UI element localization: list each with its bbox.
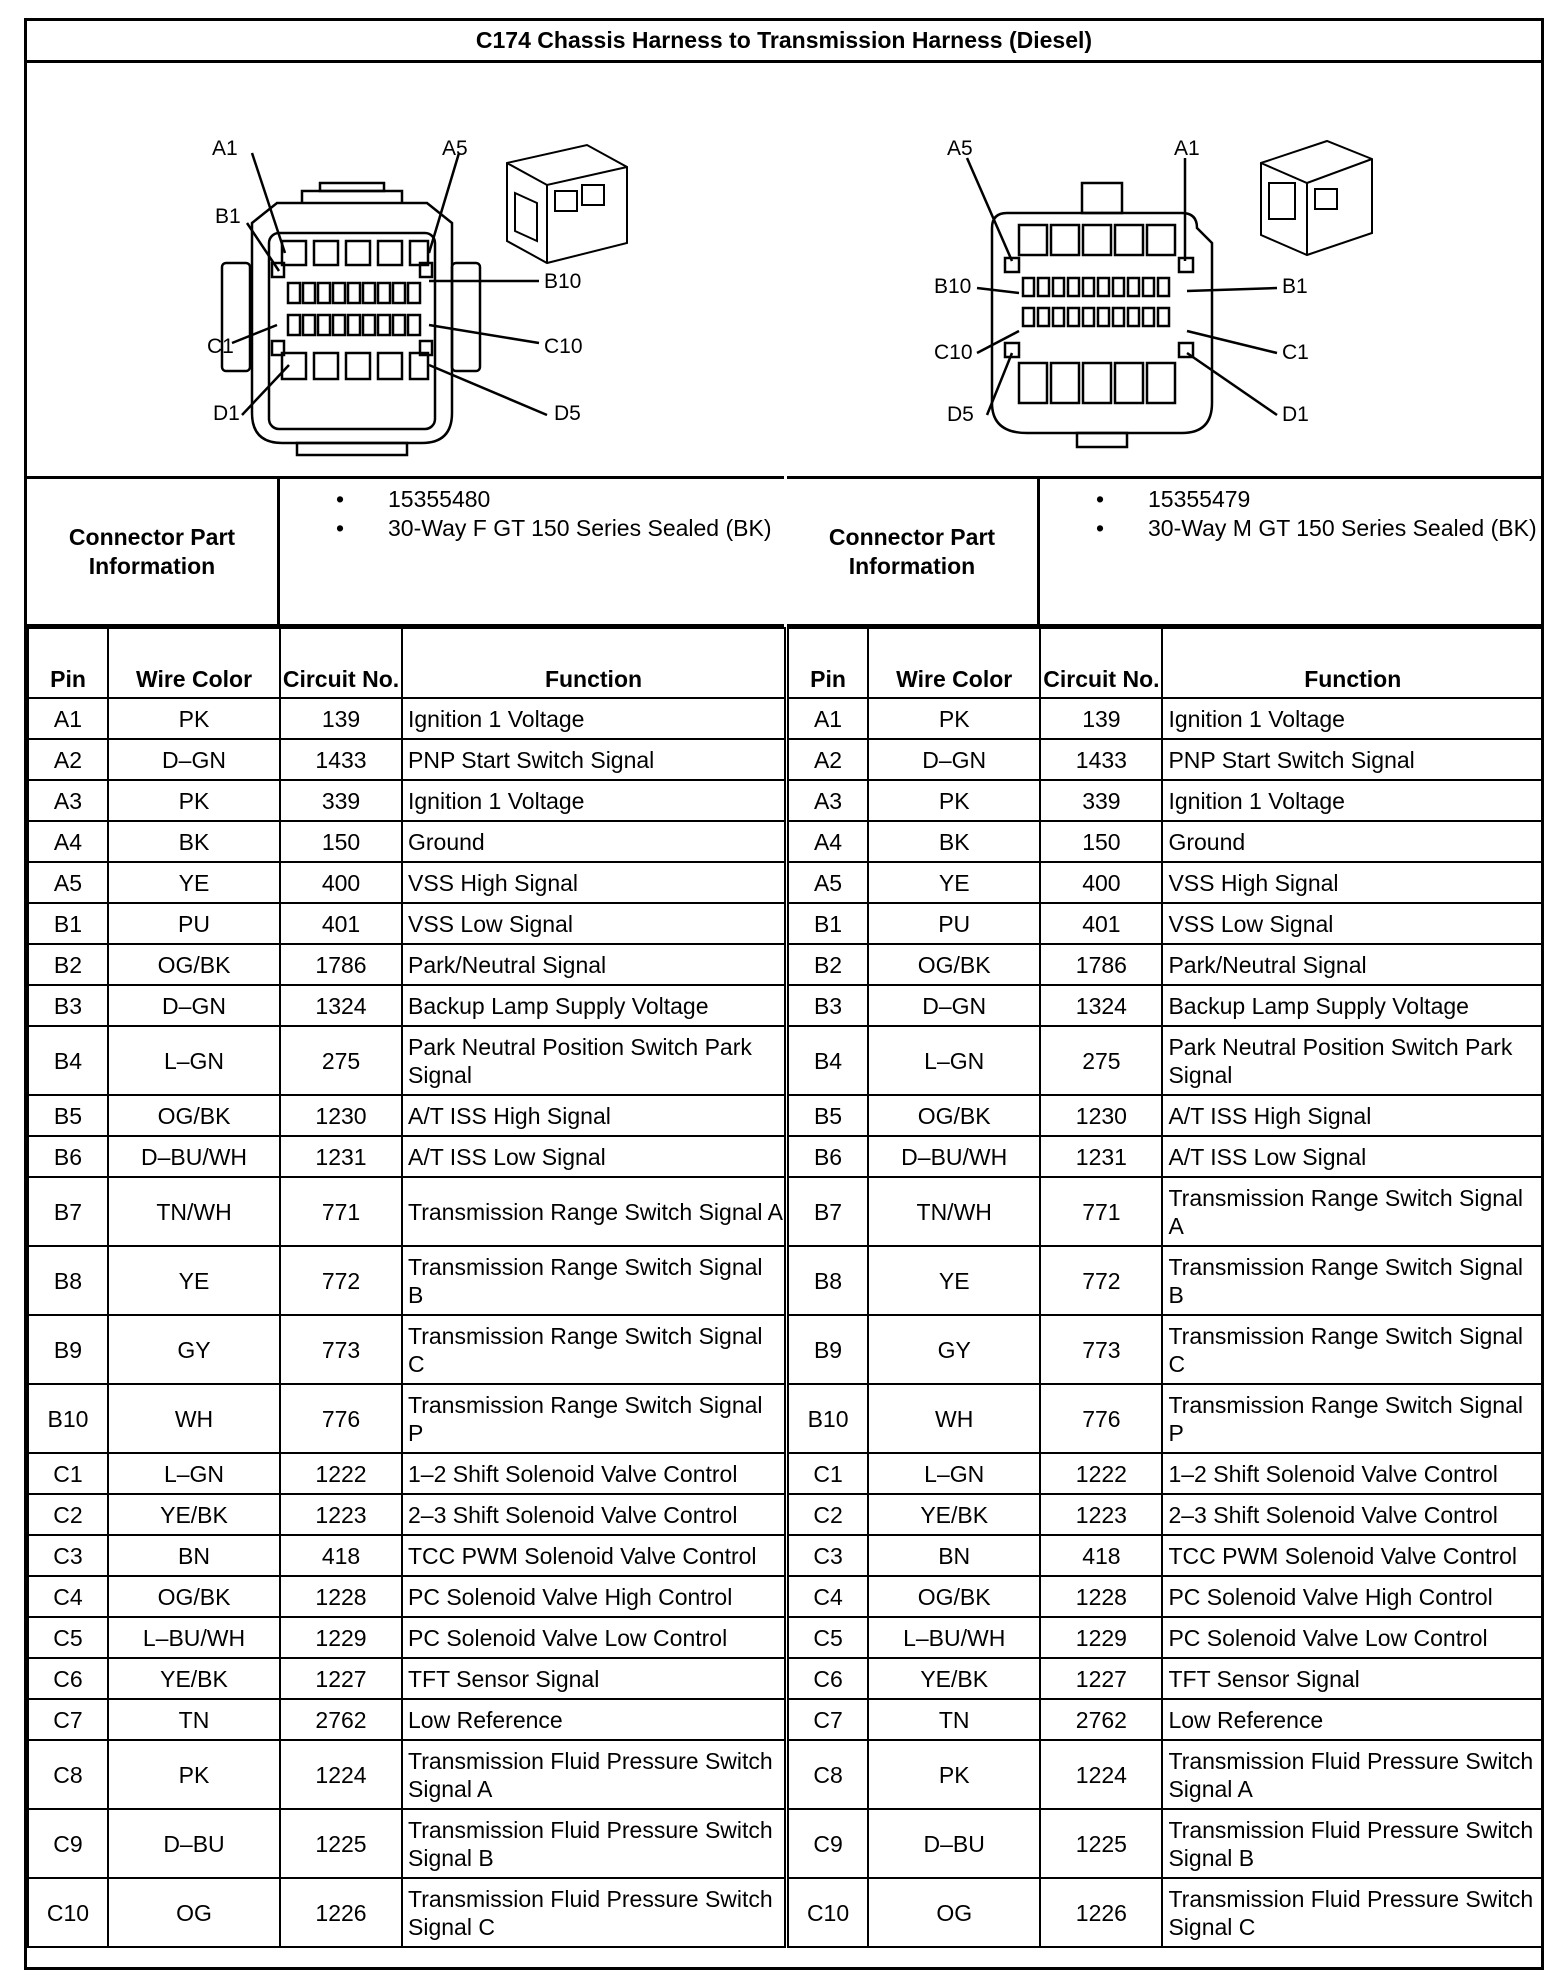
pin-cell: B10 [788,1384,868,1453]
function-cell: Ignition 1 Voltage [1162,698,1543,739]
table-row [788,1136,1543,1177]
wire-color-cell: D–GN [108,985,280,1026]
function-cell: VSS Low Signal [402,903,785,944]
pin-cell: B5 [788,1095,868,1136]
table-row [788,1177,1543,1246]
circuit-cell: 771 [280,1177,402,1246]
circuit-cell: 2762 [280,1699,402,1740]
table-row [788,1026,1543,1095]
pinout-rows [788,698,1543,1947]
pin-cell: B2 [28,944,108,985]
function-cell: Park/Neutral Signal [402,944,785,985]
wire-color-cell: OG/BK [108,944,280,985]
function-cell: 2–3 Shift Solenoid Valve Control [1162,1494,1543,1535]
pin-cell: B7 [788,1177,868,1246]
function-cell: Park/Neutral Signal [1162,944,1543,985]
circuit-cell: 339 [280,780,402,821]
circuit-cell: 1228 [1040,1576,1162,1617]
pin-cell: A4 [28,821,108,862]
table-row [788,944,1543,985]
wire-color-cell: OG/BK [868,944,1040,985]
function-cell: Ignition 1 Voltage [402,698,785,739]
table-row [28,1617,785,1658]
header-circuit: Circuit No. [1040,628,1162,698]
pin-cell: A3 [788,780,868,821]
header-function: Function [402,628,785,698]
function-cell: PC Solenoid Valve Low Control [402,1617,785,1658]
pin-cell: C5 [788,1617,868,1658]
pin-cell: B3 [28,985,108,1026]
function-cell: Transmission Fluid Pressure Switch Signal B [402,1809,785,1878]
male-connector-face-drawing [787,63,1541,479]
pin-cell: B4 [28,1026,108,1095]
table-row [788,1315,1543,1384]
wire-color-cell: L–BU/WH [868,1617,1040,1658]
table-row [28,944,785,985]
pin-cell: C7 [28,1699,108,1740]
pin-cell: A5 [788,862,868,903]
circuit-cell: 1786 [280,944,402,985]
pin-cell: A5 [28,862,108,903]
diagram-label-b1: B1 [215,205,241,228]
wire-color-cell: PU [868,903,1040,944]
wire-color-cell: YE/BK [868,1494,1040,1535]
wire-color-cell: OG/BK [868,1576,1040,1617]
table-row [28,1740,785,1809]
function-cell: PC Solenoid Valve High Control [402,1576,785,1617]
pin-cell: B9 [788,1315,868,1384]
wire-color-cell: BN [108,1535,280,1576]
pin-cell: C9 [28,1809,108,1878]
circuit-cell: 1433 [280,739,402,780]
function-cell: PC Solenoid Valve Low Control [1162,1617,1543,1658]
table-row [788,1453,1543,1494]
table-row [788,985,1543,1026]
pin-cell: C2 [28,1494,108,1535]
function-cell: PNP Start Switch Signal [402,739,785,780]
table-row [788,1617,1543,1658]
function-cell: Transmission Fluid Pressure Switch Signal A [402,1740,785,1809]
function-cell: 2–3 Shift Solenoid Valve Control [402,1494,785,1535]
diagram-label-a5: A5 [442,137,468,160]
header-pin: Pin [28,628,108,698]
wire-color-cell: PK [868,1740,1040,1809]
function-cell: Ground [1162,821,1543,862]
wire-color-cell: PK [108,780,280,821]
table-row [788,1699,1543,1740]
circuit-cell: 1226 [1040,1878,1162,1947]
diagram-label-c1: C1 [207,335,234,358]
table-row [788,862,1543,903]
pin-cell: A1 [28,698,108,739]
table-row [28,1136,785,1177]
function-cell: Transmission Range Switch Signal B [1162,1246,1543,1315]
wire-color-cell: YE [108,862,280,903]
table-row [788,1878,1543,1947]
pin-cell: C10 [28,1878,108,1947]
function-cell: Ground [402,821,785,862]
pin-cell: B4 [788,1026,868,1095]
pin-cell: A1 [788,698,868,739]
table-row [28,1699,785,1740]
table-row [28,1658,785,1699]
circuit-cell: 1230 [1040,1095,1162,1136]
diagram-label-d1: D1 [1282,403,1309,426]
wire-color-cell: TN/WH [868,1177,1040,1246]
table-row [788,1535,1543,1576]
pin-cell: B3 [788,985,868,1026]
circuit-cell: 418 [1040,1535,1162,1576]
pin-cell: B10 [28,1384,108,1453]
circuit-cell: 150 [1040,821,1162,862]
circuit-cell: 1228 [280,1576,402,1617]
wire-color-cell: D–BU/WH [108,1136,280,1177]
circuit-cell: 418 [280,1535,402,1576]
diagram-label-c1: C1 [1282,341,1309,364]
circuit-cell: 139 [1040,698,1162,739]
function-cell: Ignition 1 Voltage [1162,780,1543,821]
wire-color-cell: YE [868,1246,1040,1315]
part-info-left [27,479,784,627]
part-description: • 30-Way F GT 150 Series Sealed (BK) [280,514,780,543]
wire-color-cell: WH [108,1384,280,1453]
pin-cell: B6 [28,1136,108,1177]
table-row [28,1535,785,1576]
sheet-title: C174 Chassis Harness to Transmission Harness (Diesel) [27,21,1541,63]
pin-cell: B9 [28,1315,108,1384]
function-cell: Low Reference [1162,1699,1543,1740]
function-cell: TCC PWM Solenoid Valve Control [402,1535,785,1576]
wire-color-cell: PK [868,698,1040,739]
circuit-cell: 1224 [280,1740,402,1809]
function-cell: A/T ISS Low Signal [402,1136,785,1177]
pin-cell: B8 [788,1246,868,1315]
diagram-label-b1: B1 [1282,275,1308,298]
table-row [28,1246,785,1315]
circuit-cell: 1227 [280,1658,402,1699]
circuit-cell: 275 [1040,1026,1162,1095]
circuit-cell: 1225 [1040,1809,1162,1878]
table-row [28,1494,785,1535]
pin-cell: B8 [28,1246,108,1315]
connector-diagram-male [787,63,1541,479]
wire-color-cell: D–BU [868,1809,1040,1878]
diagram-label-a5: A5 [947,137,973,160]
wire-color-cell: YE/BK [108,1494,280,1535]
table-row [788,739,1543,780]
circuit-cell: 771 [1040,1177,1162,1246]
wire-color-cell: BK [108,821,280,862]
table-row [788,1384,1543,1453]
pin-cell: C6 [28,1658,108,1699]
circuit-cell: 1324 [280,985,402,1026]
circuit-cell: 776 [1040,1384,1162,1453]
pin-cell: C9 [788,1809,868,1878]
circuit-cell: 772 [1040,1246,1162,1315]
table-row [788,1494,1543,1535]
circuit-cell: 1222 [280,1453,402,1494]
function-cell: PC Solenoid Valve High Control [1162,1576,1543,1617]
wire-color-cell: OG [868,1878,1040,1947]
function-cell: TCC PWM Solenoid Valve Control [1162,1535,1543,1576]
table-row [788,780,1543,821]
part-description: • 30-Way M GT 150 Series Sealed (BK) [1040,514,1540,543]
wire-color-cell: TN [868,1699,1040,1740]
circuit-cell: 1229 [280,1617,402,1658]
diagram-label-d1: D1 [213,402,240,425]
function-cell: Transmission Range Switch Signal C [1162,1315,1543,1384]
wire-color-cell: BN [868,1535,1040,1576]
function-cell: A/T ISS High Signal [402,1095,785,1136]
pinout-sheet [24,18,1544,1970]
function-cell: Transmission Fluid Pressure Switch Signal B [1162,1809,1543,1878]
circuit-cell: 1223 [1040,1494,1162,1535]
circuit-cell: 1229 [1040,1617,1162,1658]
function-cell: Transmission Fluid Pressure Switch Signal A [1162,1740,1543,1809]
table-row [788,903,1543,944]
circuit-cell: 773 [1040,1315,1162,1384]
function-cell: TFT Sensor Signal [402,1658,785,1699]
wire-color-cell: L–BU/WH [108,1617,280,1658]
function-cell: Transmission Range Switch Signal A [402,1177,785,1246]
pin-cell: C3 [788,1535,868,1576]
header-function: Function [1162,628,1543,698]
circuit-cell: 1786 [1040,944,1162,985]
diagram-label-c10: C10 [544,335,583,358]
pin-cell: C10 [788,1878,868,1947]
table-row [788,1576,1543,1617]
wire-color-cell: OG/BK [868,1095,1040,1136]
connector-3d-sketch [1261,141,1372,255]
part-info-right [787,479,1541,627]
female-connector-face-drawing [27,63,784,479]
table-row [28,1809,785,1878]
wire-color-cell: OG [108,1878,280,1947]
part-number: • 15355480 [280,485,780,514]
pin-cell: C4 [28,1576,108,1617]
pin-cell: B2 [788,944,868,985]
part-info-label: Connector Part Information [787,479,1040,624]
pin-cell: C7 [788,1699,868,1740]
pinout-table-left [27,627,786,1948]
pin-cell: B7 [28,1177,108,1246]
pin-cell: C5 [28,1617,108,1658]
pin-cell: B1 [788,903,868,944]
table-row [28,1878,785,1947]
pin-cell: C6 [788,1658,868,1699]
header-circuit: Circuit No. [280,628,402,698]
circuit-cell: 1227 [1040,1658,1162,1699]
circuit-cell: 139 [280,698,402,739]
circuit-cell: 275 [280,1026,402,1095]
header-wire-color: Wire Color [868,628,1040,698]
circuit-cell: 1231 [280,1136,402,1177]
table-row [28,821,785,862]
connector-diagram-female [27,63,784,479]
pin-cell: C8 [28,1740,108,1809]
wire-color-cell: YE/BK [868,1658,1040,1699]
pin-cell: C2 [788,1494,868,1535]
pinout-rows [28,698,785,1947]
table-row [28,1095,785,1136]
table-row [28,1453,785,1494]
table-row [28,862,785,903]
wire-color-cell: L–GN [108,1026,280,1095]
circuit-cell: 339 [1040,780,1162,821]
wire-color-cell: D–GN [868,985,1040,1026]
table-row [28,1026,785,1095]
wire-color-cell: D–GN [868,739,1040,780]
wire-color-cell: PU [108,903,280,944]
wire-color-cell: PK [868,780,1040,821]
wire-color-cell: YE [868,862,1040,903]
wire-color-cell: TN [108,1699,280,1740]
table-row [28,1315,785,1384]
circuit-cell: 1324 [1040,985,1162,1026]
pin-cell: C1 [28,1453,108,1494]
function-cell: A/T ISS High Signal [1162,1095,1543,1136]
part-info-list [280,485,780,543]
wire-color-cell: BK [868,821,1040,862]
pin-cell: C4 [788,1576,868,1617]
function-cell: VSS Low Signal [1162,903,1543,944]
pin-cell: B1 [28,903,108,944]
wire-color-cell: GY [868,1315,1040,1384]
circuit-cell: 401 [280,903,402,944]
function-cell: Park Neutral Position Switch Park Signal [1162,1026,1543,1095]
circuit-cell: 1222 [1040,1453,1162,1494]
connector-3d-sketch [507,145,627,263]
function-cell: Transmission Fluid Pressure Switch Signal C [1162,1878,1543,1947]
pin-cell: B5 [28,1095,108,1136]
wire-color-cell: WH [868,1384,1040,1453]
function-cell: Park Neutral Position Switch Park Signal [402,1026,785,1095]
circuit-cell: 776 [280,1384,402,1453]
diagram-label-b10: B10 [544,270,582,293]
circuit-cell: 2762 [1040,1699,1162,1740]
pin-cell: B6 [788,1136,868,1177]
circuit-cell: 772 [280,1246,402,1315]
table-row [788,821,1543,862]
wire-color-cell: OG/BK [108,1576,280,1617]
wire-color-cell: PK [108,1740,280,1809]
function-cell: Transmission Range Switch Signal P [1162,1384,1543,1453]
circuit-cell: 1224 [1040,1740,1162,1809]
circuit-cell: 401 [1040,903,1162,944]
table-row [788,1246,1543,1315]
circuit-cell: 400 [280,862,402,903]
function-cell: 1–2 Shift Solenoid Valve Control [1162,1453,1543,1494]
function-cell: 1–2 Shift Solenoid Valve Control [402,1453,785,1494]
table-row [28,698,785,739]
diagram-label-d5: D5 [554,402,581,425]
pin-cell: A4 [788,821,868,862]
wire-color-cell: TN/WH [108,1177,280,1246]
diagram-label-d5: D5 [947,403,974,426]
function-cell: Transmission Range Switch Signal P [402,1384,785,1453]
table-row [788,698,1543,739]
table-row [28,903,785,944]
circuit-cell: 1231 [1040,1136,1162,1177]
function-cell: Transmission Range Switch Signal C [402,1315,785,1384]
wire-color-cell: OG/BK [108,1095,280,1136]
wire-color-cell: L–GN [868,1026,1040,1095]
circuit-cell: 1225 [280,1809,402,1878]
circuit-cell: 773 [280,1315,402,1384]
part-info-label: Connector Part Information [27,479,280,624]
wire-color-cell: GY [108,1315,280,1384]
function-cell: Low Reference [402,1699,785,1740]
function-cell: Backup Lamp Supply Voltage [1162,985,1543,1026]
circuit-cell: 1223 [280,1494,402,1535]
diagram-label-b10: B10 [934,275,972,298]
table-row [788,1740,1543,1809]
circuit-cell: 1226 [280,1878,402,1947]
table-row [28,1177,785,1246]
function-cell: VSS High Signal [402,862,785,903]
circuit-cell: 150 [280,821,402,862]
table-row [788,1658,1543,1699]
function-cell: Ignition 1 Voltage [402,780,785,821]
pin-cell: A2 [788,739,868,780]
header-wire-color: Wire Color [108,628,280,698]
circuit-cell: 1433 [1040,739,1162,780]
function-cell: Transmission Range Switch Signal A [1162,1177,1543,1246]
header-pin: Pin [788,628,868,698]
wire-color-cell: YE/BK [108,1658,280,1699]
part-info-list [1040,485,1540,543]
part-number: • 15355479 [1040,485,1540,514]
function-cell: TFT Sensor Signal [1162,1658,1543,1699]
function-cell: Transmission Range Switch Signal B [402,1246,785,1315]
wire-color-cell: D–GN [108,739,280,780]
pin-cell: A2 [28,739,108,780]
pin-cell: C3 [28,1535,108,1576]
function-cell: A/T ISS Low Signal [1162,1136,1543,1177]
table-row [788,1095,1543,1136]
function-cell: VSS High Signal [1162,862,1543,903]
table-row [788,1809,1543,1878]
pin-cell: A3 [28,780,108,821]
function-cell: Transmission Fluid Pressure Switch Signal C [402,1878,785,1947]
function-cell: PNP Start Switch Signal [1162,739,1543,780]
pin-cell: C8 [788,1740,868,1809]
wire-color-cell: L–GN [108,1453,280,1494]
wire-color-cell: L–GN [868,1453,1040,1494]
diagram-label-a1: A1 [1174,137,1200,160]
wire-color-cell: D–BU/WH [868,1136,1040,1177]
table-row [28,739,785,780]
table-row [28,1576,785,1617]
wire-color-cell: D–BU [108,1809,280,1878]
table-row [28,1384,785,1453]
table-row [28,780,785,821]
pinout-table-right [787,627,1544,1948]
pin-cell: C1 [788,1453,868,1494]
diagram-label-c10: C10 [934,341,973,364]
circuit-cell: 1230 [280,1095,402,1136]
wire-color-cell: YE [108,1246,280,1315]
circuit-cell: 400 [1040,862,1162,903]
table-row [28,985,785,1026]
diagram-label-a1: A1 [212,137,238,160]
wire-color-cell: PK [108,698,280,739]
function-cell: Backup Lamp Supply Voltage [402,985,785,1026]
